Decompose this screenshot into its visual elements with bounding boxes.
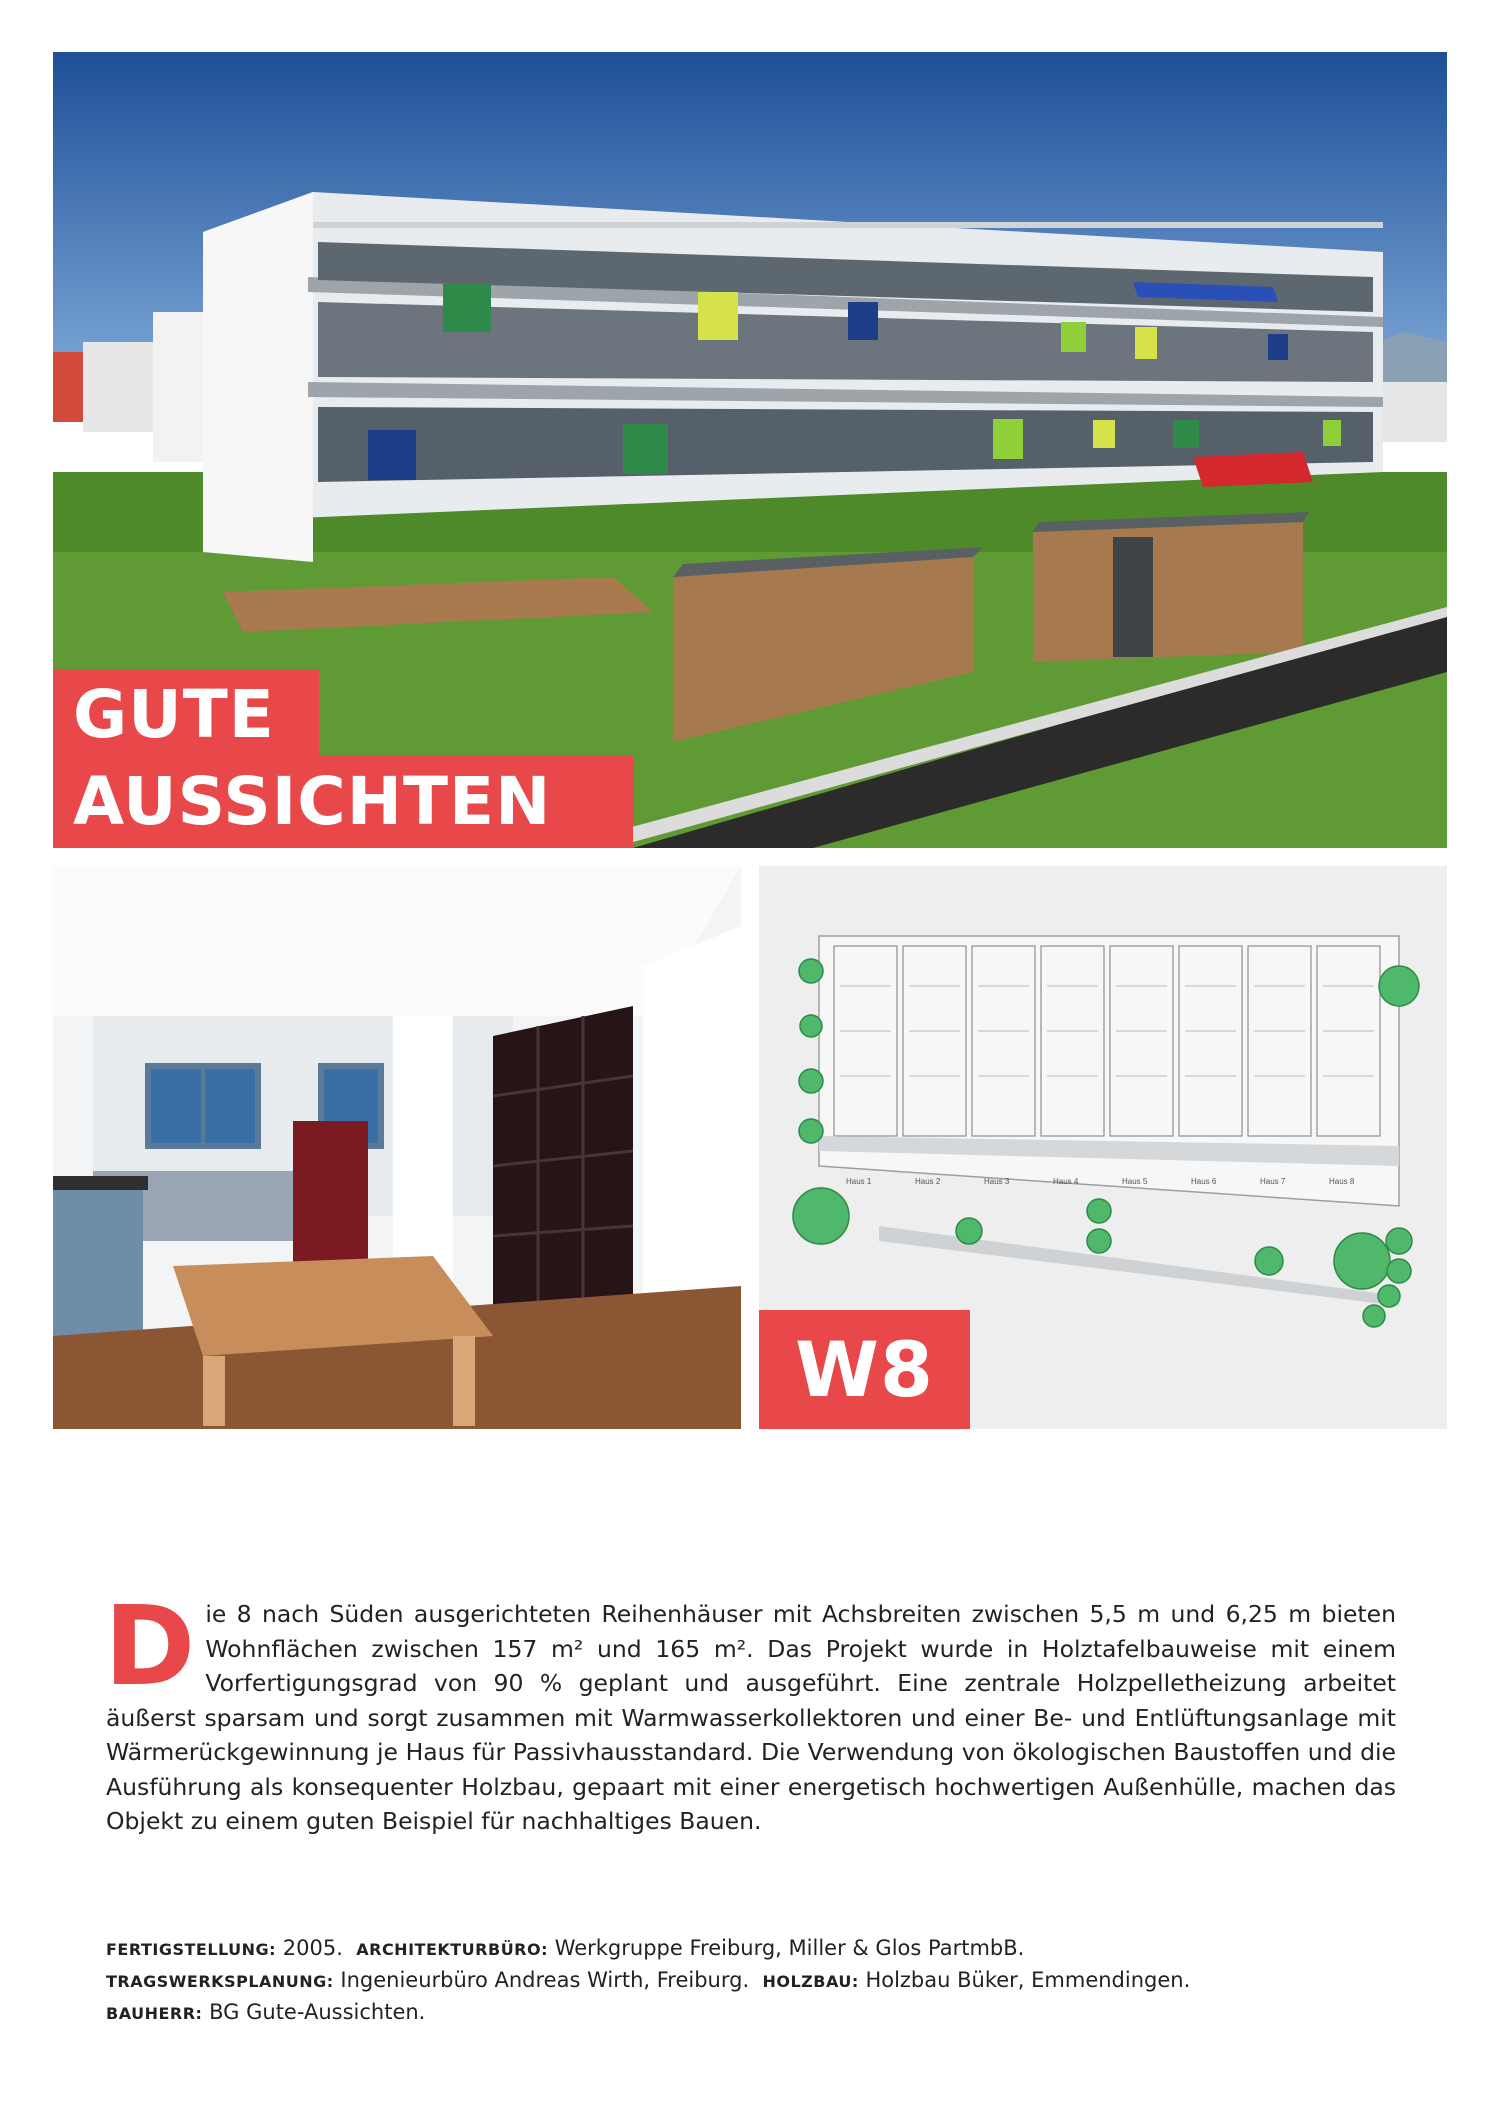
tree-icon bbox=[956, 1218, 982, 1244]
structural-label: TRAGSWERKSPLANUNG: bbox=[106, 1972, 334, 1991]
interior-photo bbox=[53, 866, 741, 1429]
tree-icon bbox=[799, 959, 823, 983]
tree-icon bbox=[1255, 1247, 1283, 1275]
interior-photo-illustration bbox=[53, 866, 741, 1429]
tree-icon bbox=[1386, 1228, 1412, 1254]
completion-value: 2005. bbox=[282, 1936, 343, 1960]
architect-value: Werkgruppe Freiburg, Miller & Glos PartmbB. bbox=[554, 1936, 1025, 1960]
completion-label: FERTIGSTELLUNG: bbox=[106, 1940, 277, 1959]
tree-icon bbox=[1334, 1233, 1390, 1289]
house-unit-label: Haus 8 bbox=[1329, 1177, 1355, 1186]
credits bbox=[106, 1933, 1406, 2029]
house-unit-label: Haus 6 bbox=[1191, 1177, 1217, 1186]
project-code-badge: W8 bbox=[759, 1310, 970, 1429]
timber-value: Holzbau Büker, Emmendingen. bbox=[865, 1968, 1191, 1992]
house-unit-label: Haus 4 bbox=[1053, 1177, 1079, 1186]
body-paragraph bbox=[104, 1582, 1396, 1839]
house-unit-label: Haus 7 bbox=[1260, 1177, 1286, 1186]
drop-cap: D bbox=[104, 1582, 196, 1710]
title-line-2: AUSSICHTEN bbox=[53, 755, 633, 848]
house-unit-label: Haus 5 bbox=[1122, 1177, 1148, 1186]
client-value: BG Gute-Aussichten. bbox=[209, 2000, 426, 2024]
tree-icon bbox=[1387, 1259, 1411, 1283]
tree-icon bbox=[799, 1069, 823, 1093]
body-text: ie 8 nach Süden ausgerichteten Reihenhäuser mit Achsbreiten zwischen 5,5 m und 6,25 m bieten Wohnflächen zwischen 157 m² und 165 m². Das Projekt wurde in Holztafelbauweise mit einem Vorfertigungsgrad von 90 % geplant und ausgeführt. Eine zentrale Holzpelletheizung arbeitet äußerst sparsam und sorgt zusammen mit Warmwasserkollektoren und einer Be- und Entlüftungsanlage mit Wärmerückgewinnung je Haus für Passivhausstandard. Die Verwendung von ökologischen Baustoffen und die Ausführung als konsequenter Holzbau, gepaart mit einer energetisch hochwertigen Außenhülle, machen das Objekt zu einem guten Beispiel für nachhaltiges Bauen. bbox=[106, 1600, 1396, 1835]
house-unit-label: Haus 1 bbox=[846, 1177, 872, 1186]
house-unit-label: Haus 2 bbox=[915, 1177, 941, 1186]
title-line-1: GUTE bbox=[53, 669, 319, 761]
tree-icon bbox=[1087, 1229, 1111, 1253]
house-unit-label: Haus 3 bbox=[984, 1177, 1010, 1186]
tree-icon bbox=[1087, 1199, 1111, 1223]
architect-label: ARCHITEKTURBÜRO: bbox=[356, 1940, 548, 1959]
timber-label: HOLZBAU: bbox=[762, 1972, 859, 1991]
tree-icon bbox=[793, 1188, 849, 1244]
tree-icon bbox=[800, 1015, 822, 1037]
tree-icon bbox=[799, 1119, 823, 1143]
structural-value: Ingenieurbüro Andreas Wirth, Freiburg. bbox=[340, 1968, 750, 1992]
tree-icon bbox=[1363, 1305, 1385, 1327]
tree-icon bbox=[1379, 966, 1419, 1006]
tree-icon bbox=[1378, 1285, 1400, 1307]
client-label: BAUHERR: bbox=[106, 2004, 203, 2023]
